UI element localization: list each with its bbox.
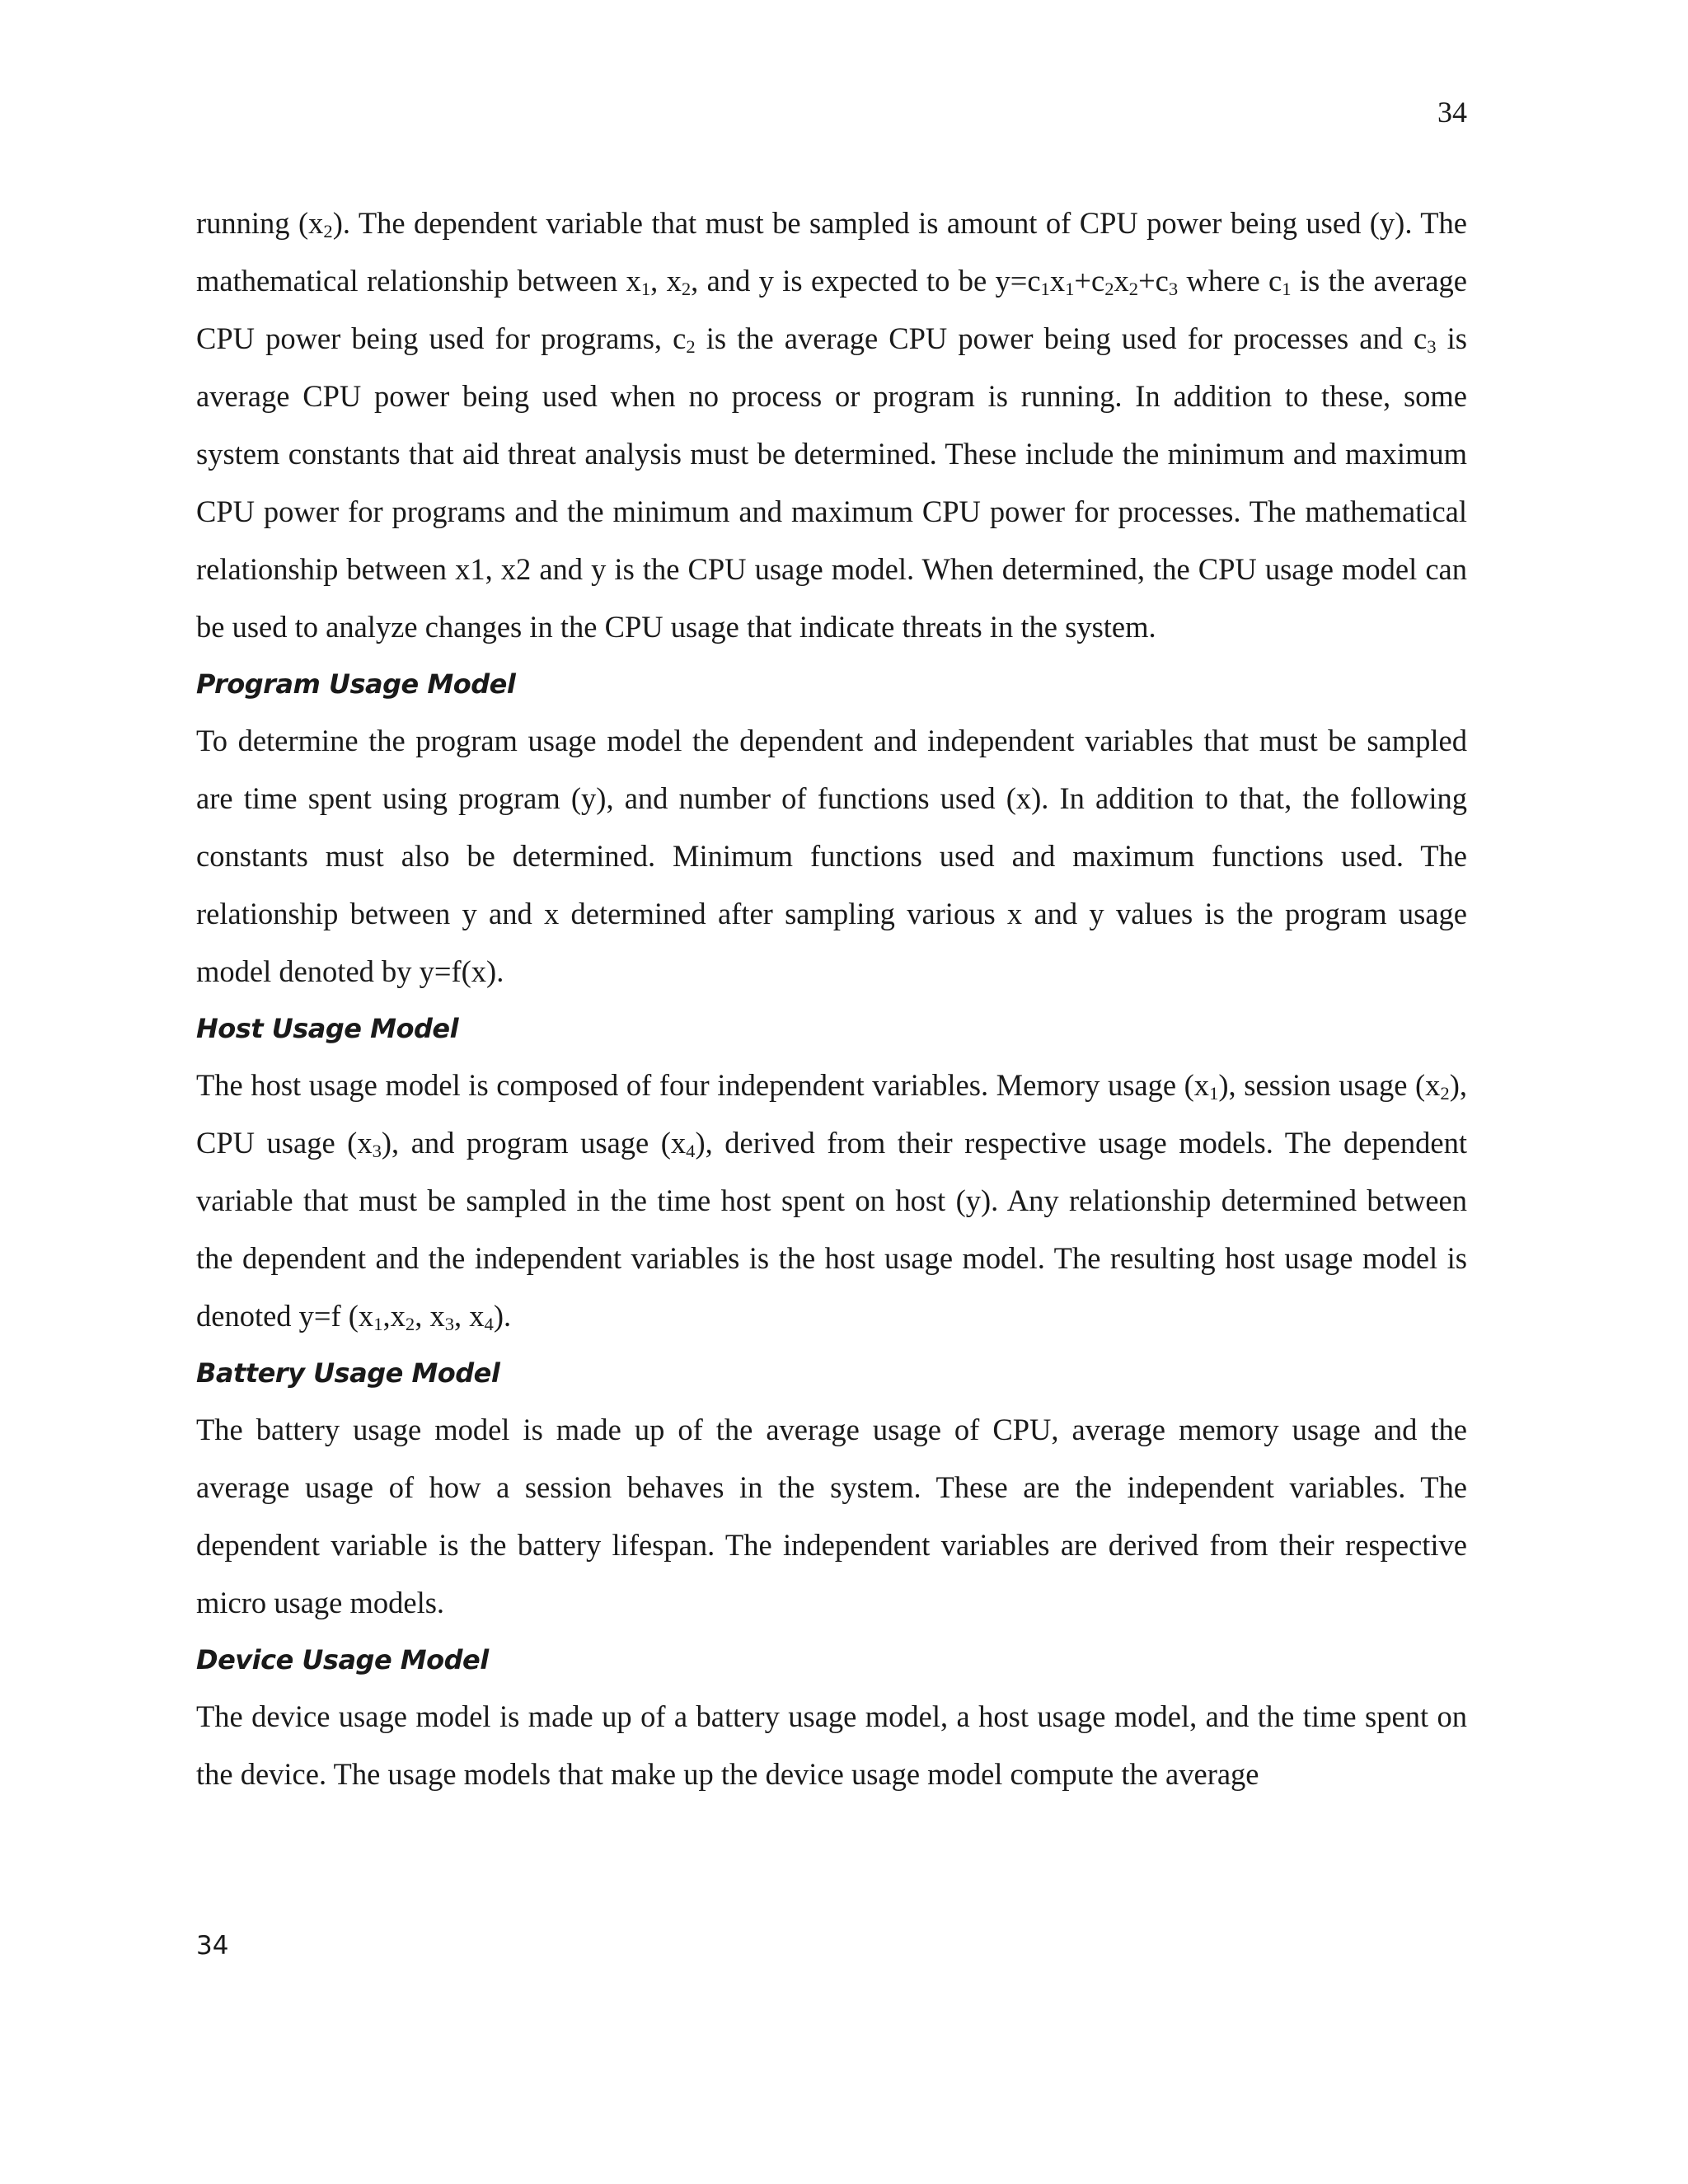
section-heading-program-usage-model: Program Usage Model — [196, 668, 516, 700]
paragraph-program-usage-model: To determine the program usage model the dependent and independent variables that must be sampled are time spent using program (y), and number of functions used (x). In addition to that, the following constants must also be determined. Minimum functions used and maximum functions used. The relationship between y and x determined after sampling various x and y values is the program usage model denoted by y=f(x). — [196, 724, 1467, 988]
paragraph-host-usage-model: The host usage model is composed of four independent variables. Memory usage $(x_1)$, session usage $(x_2)$, CPU usage $(x_3)$, and program usage $(x_4)$, derived from their respective usage models. The dependent variable that must be sampled in the time host spent on host (y). Any relationship determined between the dependent and the independent variables is the host usage model. The resulting host usage model is denoted y=f ($x_1,x_2$, $x_3$, $x_4$). — [196, 1068, 1467, 1334]
paragraph-battery-usage-model: The battery usage model is made up of the average usage of CPU, average memory usage and the average usage of how a session behaves in the system. These are the independent variables. The dependent variable is the battery lifespan. The independent variables are derived from their respective micro usage models. — [196, 1413, 1467, 1619]
footer-page-number: 34 — [196, 1931, 229, 1961]
header-page-number: 34 — [1437, 96, 1467, 129]
section-heading-battery-usage-model: Battery Usage Model — [196, 1357, 500, 1389]
paragraph-cpu-usage-model: running $(x_2)$. The dependent variable that must be sampled is amount of CPU power being used (y). The mathematical relationship between $x_1$, $x_2$, and y is expected to be $y=c_1x_1+c_2x_2+c_3$ where $c_1$ is the average CPU power being used for programs, $c_2$ is the average CPU power being used for processes and $c_3$ is average CPU power being used when no process or program is running. In addition to these, some system constants that aid threat analysis must be determined. These include the minimum and maximum CPU power for programs and the minimum and maximum CPU power for processes. The mathematical relationship between x1, x2 and y is the CPU usage model. When determined, the CPU usage model can be used to analyze changes in the CPU usage that indicate threats in the system. — [196, 206, 1468, 644]
body-text — [196, 194, 1467, 1803]
section-heading-host-usage-model: Host Usage Model — [196, 1013, 459, 1044]
section-heading-device-usage-model: Device Usage Model — [196, 1644, 489, 1675]
paragraph-device-usage-model: The device usage model is made up of a battery usage model, a host usage model, and the time spent on the device. The usage models that make up the device usage model compute the average — [196, 1699, 1467, 1791]
